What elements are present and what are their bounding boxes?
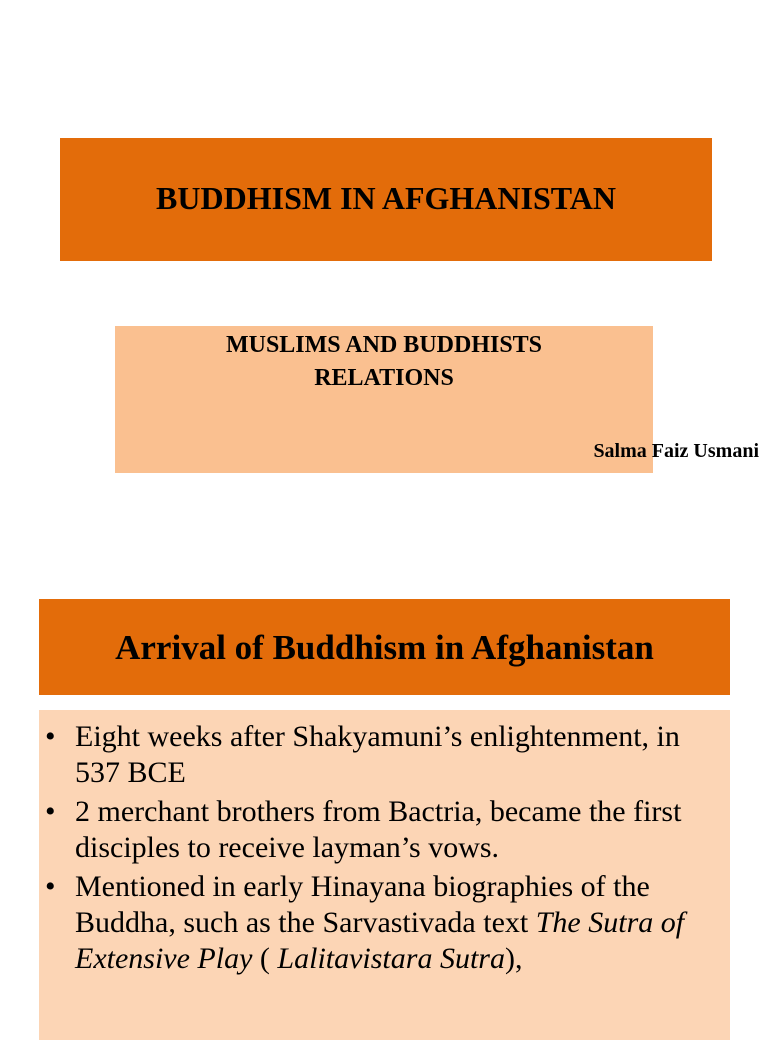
bullet-list	[39, 719, 730, 980]
bullet-text: ),	[504, 942, 523, 975]
bullet-text: Mentioned in early Hinayana biographies of the Buddha, such as the Sarvastivada text	[75, 870, 650, 939]
bullet-icon: •	[45, 720, 56, 753]
slide1-title-box	[60, 138, 712, 261]
bullet-item	[39, 794, 730, 866]
book-title: The Sutra of Extensive Play	[75, 906, 685, 975]
slide1-subtitle-line2: RELATIONS	[314, 365, 454, 391]
slide2-body	[39, 710, 730, 1040]
bullet-text: (	[252, 942, 278, 975]
slide1-title: BUDDHISM IN AFGHANISTAN	[156, 180, 616, 216]
bullet-icon: •	[45, 795, 56, 828]
bullet-icon: •	[45, 870, 56, 903]
bullet-text: Eight weeks after Shakyamuni’s enlightenment, in 537 BCE	[75, 720, 680, 789]
bullet-item	[39, 869, 730, 977]
slide1-subtitle-line1: MUSLIMS AND BUDDHISTS	[225, 332, 543, 358]
slide2-title: Arrival of Buddhism in Afghanistan	[115, 628, 654, 667]
slide1-subtitle	[115, 329, 653, 395]
slide1-author: Salma Faiz Usmani	[593, 440, 759, 462]
bullet-item	[39, 719, 730, 791]
bullet-text: 2 merchant brothers from Bactria, became the first disciples to receive layman’s vows.	[75, 795, 682, 864]
slide2-title-box	[39, 599, 730, 695]
book-title-sanskrit: Lalitavistara Sutra	[277, 942, 505, 975]
slide1-subtitle-box	[115, 326, 653, 473]
